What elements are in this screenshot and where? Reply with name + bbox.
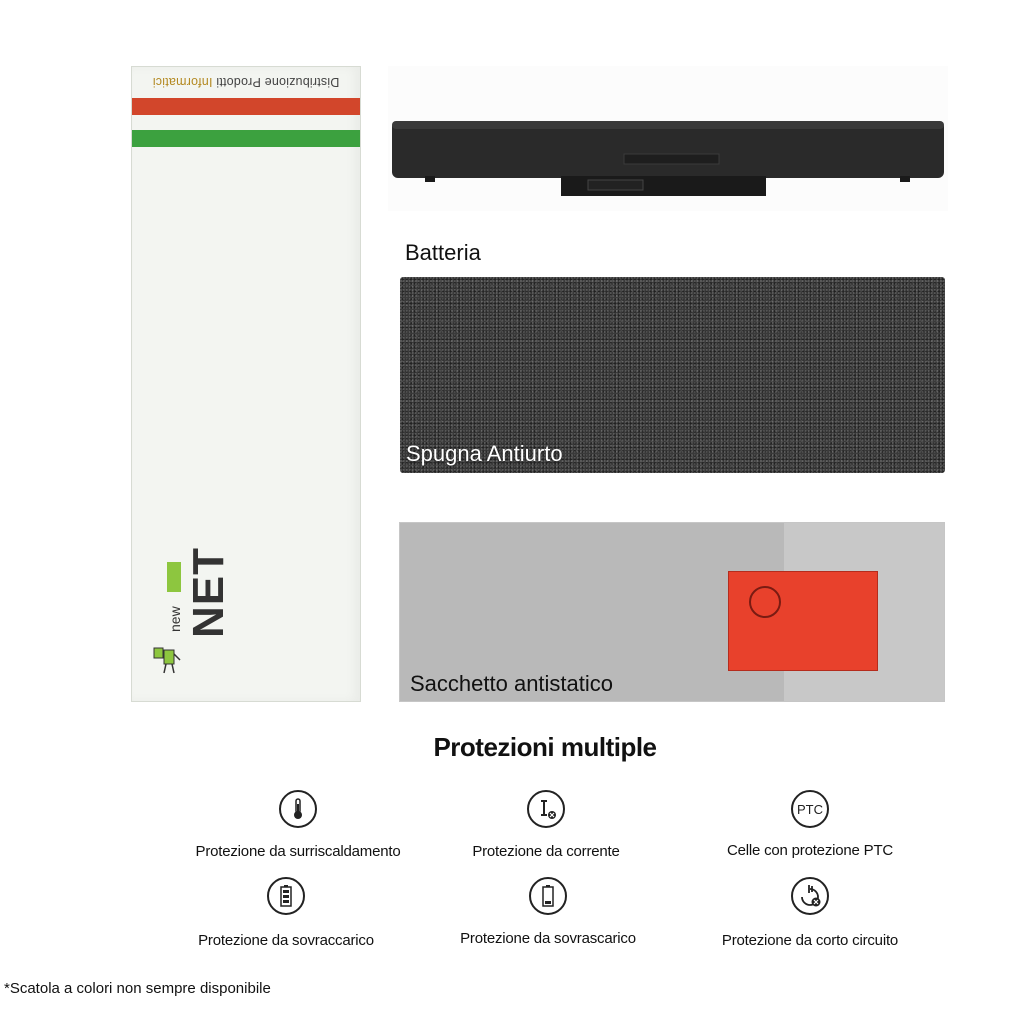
logo-word-net: NET [184,547,233,638]
battery-empty-icon [529,877,567,915]
short-circuit-icon [791,877,829,915]
product-box [131,66,361,702]
bag-label: Sacchetto antistatico [410,671,614,696]
feature-overdischarge [418,877,678,947]
battery-photo [388,66,948,211]
feature-label: Celle con protezione PTC [726,842,894,859]
feature-overcharge [156,877,416,949]
current-icon [527,790,565,828]
feature-label: Protezione da surriscaldamento [195,843,401,860]
feature-overheat [168,790,428,860]
feature-short-circuit [680,877,940,949]
recycle-icon [749,586,781,618]
ptc-icon: PTC [791,790,829,828]
box-red-stripe [132,98,360,115]
protections-title: Protezioni multiple [433,732,657,762]
feature-ptc [680,790,940,859]
feature-label: Protezione da sovrascarico [460,930,636,947]
foam-photo [400,277,945,473]
battery-full-icon [267,877,305,915]
box-brand-text: Distribuzione Prodotti Informatici [152,75,340,89]
box-green-stripe [132,130,360,147]
warning-sticker [728,571,878,671]
logo-word-new: new [167,606,183,632]
newnet-logo [150,547,233,682]
feature-label: Protezione da corto circuito [721,932,899,949]
logo-green-bar [167,562,181,592]
antistatic-bag-photo [399,522,945,702]
foam-label: Spugna Antiurto [406,441,563,466]
thermometer-icon [279,790,317,828]
battery-image [388,66,948,211]
feature-label: Protezione da corrente [472,843,620,860]
logo-figure-icon [152,644,182,674]
battery-label: Batteria [405,240,481,265]
footnote: *Scatola a colori non sempre disponibile [4,980,271,997]
feature-current [416,790,676,860]
feature-label: Protezione da sovraccarico [198,932,374,949]
